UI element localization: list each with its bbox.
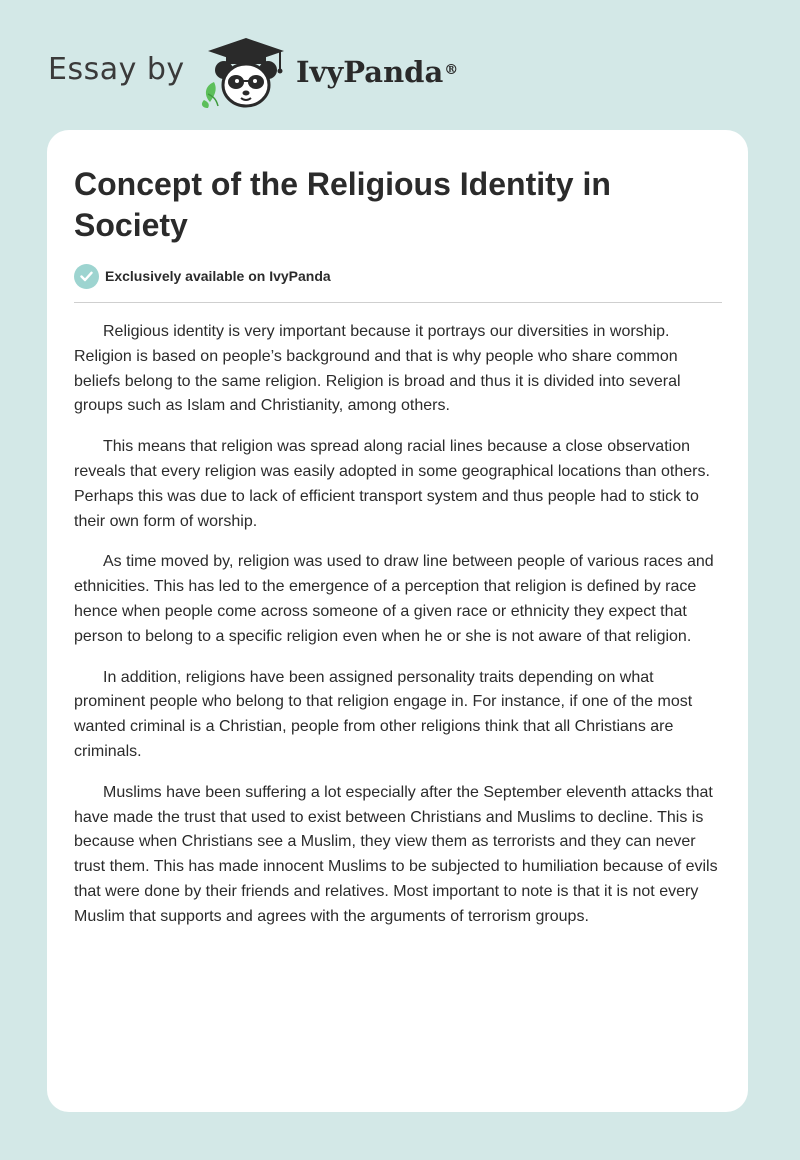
essay-by-label: Essay by (48, 52, 185, 87)
essay-body (74, 320, 724, 946)
paragraph: In addition, religions have been assigned personality traits depending on what prominent people who belong to that religion engage in. For instance, if one of the most wanted criminal is a Christian, people from other religions think that all Christians are criminals. (74, 668, 693, 760)
paragraph: As time moved by, religion was used to draw line between people of various races and ethnicities. This has led to the emergence of a perception that religion is defined by race hence when people come across someone of a given race or ethnicity they expect that person to belong to a specific religion even when he or she is not aware of that religion. (74, 553, 714, 645)
panda-graduate-icon[interactable] (200, 36, 292, 110)
registered-mark: ® (444, 62, 459, 78)
divider (74, 302, 722, 303)
brand-logo-text[interactable] (296, 52, 458, 92)
check-icon (74, 264, 99, 289)
paragraph: Muslims have been suffering a lot especially after the September eleventh attacks that have made the trust that used to exist between Christians and Muslims to decline. This is because when Christians see a Muslim, they view them as terrorists and they can never trust them. This has made innocent Muslims to be subjected to humiliation because of evils that were done by their friends and relatives. Most important to note is that it is not every Muslim that supports and agrees with the arguments of terrorism groups. (74, 783, 718, 925)
essay-title: Concept of the Religious Identity in Society (74, 166, 611, 243)
essay-card (47, 130, 748, 1112)
exclusive-label: Exclusively available on IvyPanda (105, 268, 331, 284)
paragraph: This means that religion was spread along racial lines because a close observation reveals that every religion was easily adopted in some geographical locations than others. Perhaps this was due to lack of efficient transport system and thus people had to stick to their own form of worship. (74, 438, 710, 530)
brand-name: IvyPanda (296, 55, 444, 89)
exclusive-badge (74, 263, 331, 289)
site-header (0, 0, 800, 120)
paragraph: Religious identity is very important because it portrays our diversities in worship. Religion is based on people’s background and that is why people who share common beliefs belong to the same religion. Religion is broad and thus it is divided into several groups such as Islam and Christianity, among others. (74, 323, 681, 415)
